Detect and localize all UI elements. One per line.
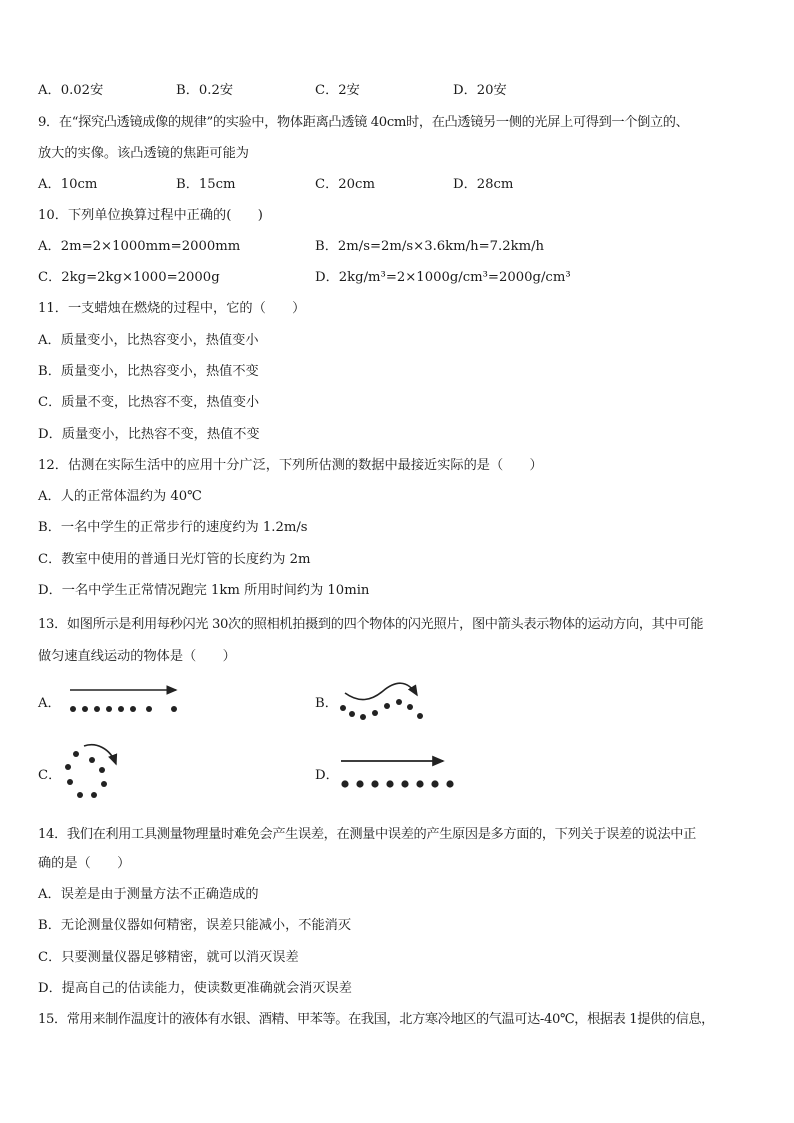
q10-option-a: A．2m=2×1000mm=2000mm xyxy=(38,239,241,254)
q13-figure-a xyxy=(60,680,190,720)
flash-dots xyxy=(65,751,107,798)
curved-arrow-icon xyxy=(84,745,116,764)
q11-option-d: D．质量变小，比热容不变，热值不变 xyxy=(38,427,260,442)
q14-option-b: B．无论测量仪器如何精密，误差只能减小，不能消灭 xyxy=(38,918,352,933)
q13-stem-line2: 做匀速直线运动的物体是（ ） xyxy=(38,649,236,664)
q13-figure-label-a: A． xyxy=(38,696,61,711)
q10-option-c: C．2kg=2kg×1000=2000g xyxy=(38,270,220,285)
q9-option-a: A．10cm xyxy=(38,177,98,192)
q12-option-c: C．教室中使用的普通日光灯管的长度约为 2m xyxy=(38,552,311,567)
q13-figure-b xyxy=(337,675,432,727)
q10-option-b: B．2m/s=2m/s×3.6km/h=7.2km/h xyxy=(315,239,545,254)
q10-option-d: D．2kg/m³=2×1000g/cm³=2000g/cm³ xyxy=(315,270,571,285)
q13-figure-d xyxy=(335,752,465,792)
q13-figure-label-c: C． xyxy=(38,768,62,783)
q8-option-c: C．2安 xyxy=(315,83,360,98)
q9-option-c: C．20cm xyxy=(315,177,375,192)
q14-stem-line1: 14．我们在利用工具测量物理量时难免会产生误差，在测量中误差的产生原因是多方面的，下列关于误差的说法中正 xyxy=(38,827,696,842)
q13-stem-line1: 13．如图所示是利用每秒闪光 30次的照相机拍摄到的四个物体的闪光照片，图中箭头表示物体的运动方向，其中可能 xyxy=(38,617,704,632)
flash-dots xyxy=(340,699,423,720)
q14-option-c: C．只要测量仪器足够精密，就可以消灭误差 xyxy=(38,950,299,965)
wavy-arrow-icon xyxy=(345,683,417,699)
q12-option-b: B．一名中学生的正常步行的速度约为 1.2m/s xyxy=(38,520,308,535)
q14-stem-line2: 确的是（ ） xyxy=(38,856,131,871)
q14-option-a: A．误差是由于测量方法不正确造成的 xyxy=(38,887,259,902)
q8-option-b: B．0.2安 xyxy=(176,83,234,98)
q14-option-d: D．提高自己的估读能力，使读数更准确就会消灭误差 xyxy=(38,981,352,996)
q8-option-a: A．0.02安 xyxy=(38,83,104,98)
q9-option-b: B．15cm xyxy=(176,177,236,192)
q11-option-a: A．质量变小，比热容变小，热值变小 xyxy=(38,333,259,348)
flash-dots xyxy=(70,706,177,712)
q8-option-d: D．20安 xyxy=(453,83,507,98)
q9-stem-line1: 9．在“探究凸透镜成像的规律”的实验中，物体距离凸透镜 40cm时，在凸透镜另一侧的光屏上可得到一个倒立的、 xyxy=(38,115,689,130)
q12-option-d: D．一名中学生正常情况跑完 1km 所用时间约为 10min xyxy=(38,583,370,598)
q11-option-b: B．质量变小，比热容变小，热值不变 xyxy=(38,364,259,379)
q12-option-a: A．人的正常体温约为 40℃ xyxy=(38,489,202,504)
q11-stem: 11．一支蜡烛在燃烧的过程中，它的（ ） xyxy=(38,301,306,316)
q13-figure-c xyxy=(58,740,128,802)
q15-stem-line1: 15．常用来制作温度计的液体有水银、酒精、甲苯等。在我国，北方寒冷地区的气温可达-40℃，根据表 1提供的信息， xyxy=(38,1012,714,1027)
q13-figure-label-b: B． xyxy=(315,696,338,711)
q10-stem: 10．下列单位换算过程中正确的( ) xyxy=(38,208,263,223)
q9-option-d: D．28cm xyxy=(453,177,514,192)
flash-dots xyxy=(341,780,453,787)
q12-stem: 12．估测在实际生活中的应用十分广泛，下列所估测的数据中最接近实际的是（ ） xyxy=(38,458,543,473)
q13-figure-label-d: D． xyxy=(315,768,339,783)
q9-stem-line2: 放大的实像。该凸透镜的焦距可能为 xyxy=(38,146,249,161)
q11-option-c: C．质量不变，比热容不变，热值变小 xyxy=(38,395,260,410)
